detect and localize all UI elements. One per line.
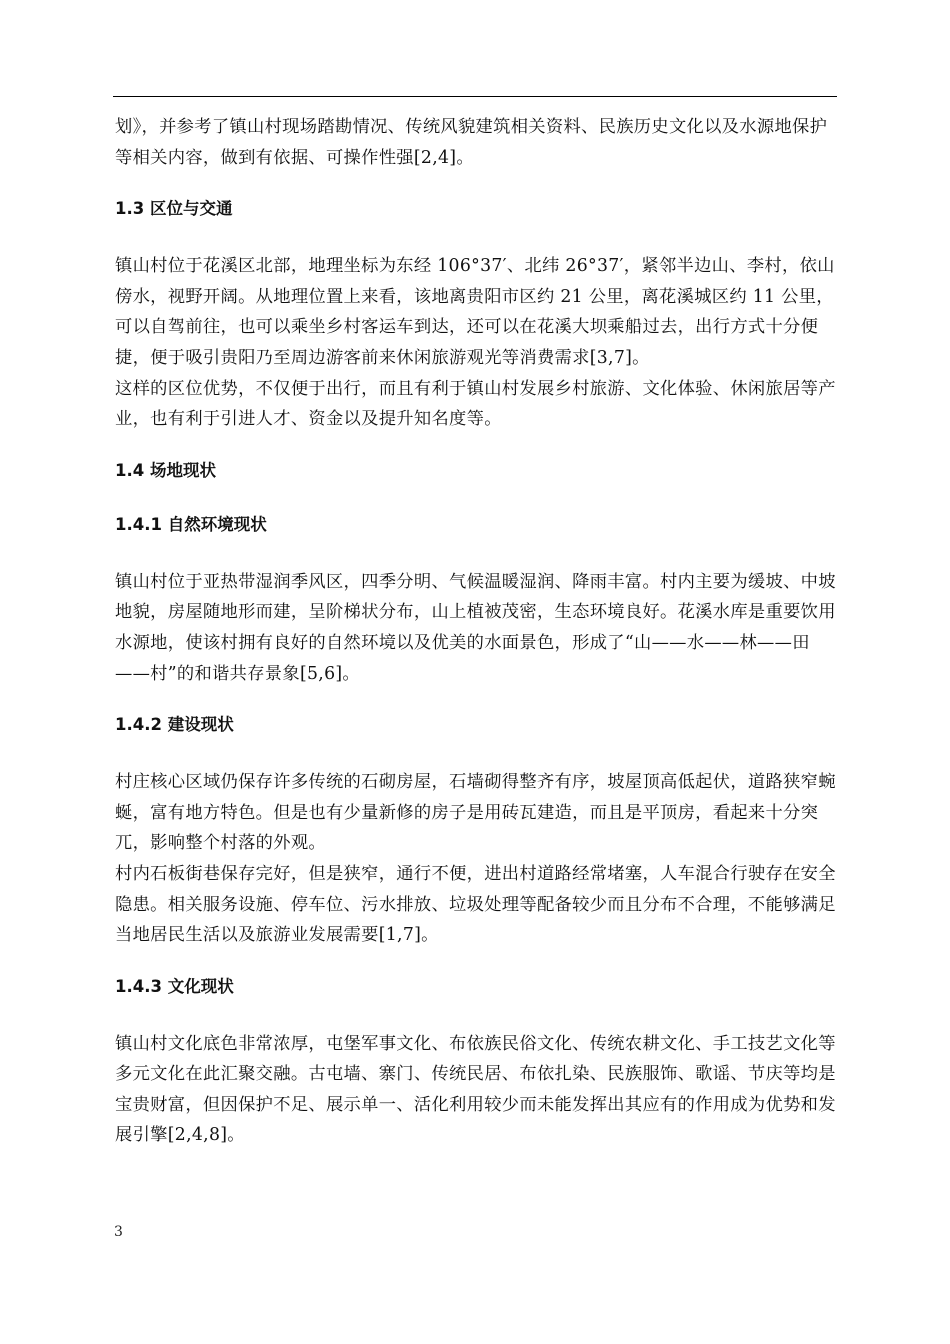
header-rule xyxy=(113,96,837,97)
heading-1-4-3: 1.4.3 文化现状 xyxy=(115,976,234,996)
paragraph-1-3-location: 镇山村位于花溪区北部，地理坐标为东经 106°37′、北纬 26°37′，紧邻半边山、李村，依山傍水，视野开阔。从地理位置上来看，该地离贵阳市区约 21 公里，离花溪城区约 11 公里，可以自驾前往，也可以乘坐乡村客运车到达，还可以在花溪大坝乘船过去，出行方式十分便捷，便于吸引贵阳乃至周边游客前来休闲旅游观光等消费需求[3,7]。 xyxy=(115,256,835,368)
paragraph-1-4-2-streets: 村内石板街巷保存完好，但是狭窄，通行不便，进出村道路经常堵塞，人车混合行驶存在安全隐患。相关服务设施、停车位、污水排放、垃圾处理等配备较少而且分布不合理，不能够满足当地居民生活以及旅游业发展需要[1,7]。 xyxy=(115,863,836,946)
heading-1-4-2: 1.4.2 建设现状 xyxy=(115,715,234,735)
page-number: 3 xyxy=(114,1224,123,1240)
heading-1-4: 1.4 场地现状 xyxy=(115,460,216,480)
intro-paragraph: 划》，并参考了镇山村现场踏勘情况、传统风貌建筑相关资料、民族历史文化以及水源地保护等相关内容，做到有依据、可操作性强[2,4]。 xyxy=(115,117,828,168)
paragraph-1-3-advantage: 这样的区位优势，不仅便于出行，而且有利于镇山村发展乡村旅游、文化体验、休闲旅居等产业，也有利于引进人才、资金以及提升知名度等。 xyxy=(115,378,836,430)
paragraph-1-4-3-culture: 镇山村文化底色非常浓厚，屯堡军事文化、布依族民俗文化、传统农耕文化、手工技艺文化等多元文化在此汇聚交融。古屯墙、寨门、传统民居、布依扎染、民族服饰、歌谣、节庆等均是宝贵财富，但因保护不足、展示单一、活化利用较少而未能发挥出其应有的作用成为优势和发展引擎[2,4,8]。 xyxy=(115,1033,836,1146)
page-body xyxy=(115,112,837,1151)
paragraph-1-4-1-natural: 镇山村位于亚热带湿润季风区，四季分明、气候温暖湿润、降雨丰富。村内主要为缓坡、中坡地貌，房屋随地形而建，呈阶梯状分布，山上植被茂密，生态环境良好。花溪水库是重要饮用水源地，使该村拥有良好的自然环境以及优美的水面景色，形成了“山——水——林——田——村”的和谐共存景象[5,6]。 xyxy=(115,571,836,684)
heading-1-4-1: 1.4.1 自然环境现状 xyxy=(115,514,267,534)
paragraph-1-4-2-buildings: 村庄核心区域仍保存许多传统的石砌房屋，石墙砌得整齐有序，坡屋顶高低起伏，道路狭窄蜿蜒，富有地方特色。但是也有少量新修的房子是用砖瓦建造，而且是平顶房，看起来十分突兀，影响整个村落的外观。 xyxy=(115,772,836,854)
heading-1-3: 1.3 区位与交通 xyxy=(115,199,233,219)
